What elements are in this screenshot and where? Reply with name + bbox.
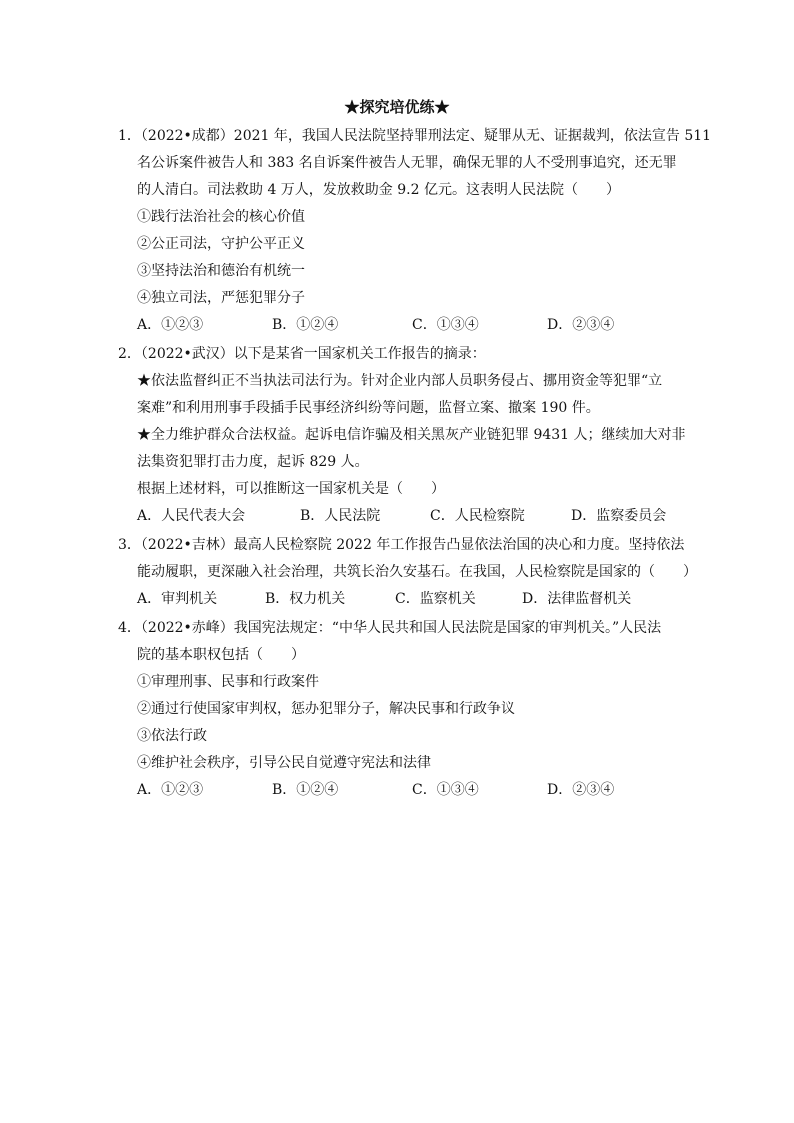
q2-option-a[interactable]: A．人民代表大会 [137,508,246,524]
q4-statement-2: ②通过行使国家审判权，惩办犯罪分子，解决民事和行政争议 [137,701,515,717]
q2-line-6: 根据上述材料，可以推断这一国家机关是（ ） [137,481,445,497]
q1-option-b[interactable]: B．①②④ [272,317,339,333]
q4-line-1: 4．（2022•赤峰）我国宪法规定：“中华人民共和国人民法院是国家的审判机关。”人民法 [118,620,662,636]
q4-statement-3: ③依法行政 [137,728,207,744]
q1-statement-4: ④独立司法，严惩犯罪分子 [137,290,305,306]
q2-line-3: 案难”和利用刑事手段插手民事经济纠纷等问题，监督立案、撤案 190 件。 [137,400,600,416]
q3-line-1: 3．（2022•吉林）最高人民检察院 2022 年工作报告凸显依法治国的决心和力度。坚持依法 [118,537,685,553]
q3-option-b[interactable]: B．权力机关 [265,591,346,607]
q2-line-2: ★依法监督纠正不当执法司法行为。针对企业内部人员职务侵占、挪用资金等犯罪“立 [137,373,663,389]
q4-statement-4: ④维护社会秩序，引导公民自觉遵守宪法和法律 [137,755,431,771]
section-title: ★探究培优练★ [344,98,450,116]
q4-statement-1: ①审理刑事、民事和行政案件 [137,674,319,690]
q3-option-d[interactable]: D．法律监督机关 [522,591,632,607]
q4-option-b[interactable]: B．①②④ [272,782,339,798]
q4-line-2: 院的基本职权包括（ ） [137,647,305,663]
q1-option-a[interactable]: A．①②③ [137,317,204,333]
q1-line-3: 的人清白。司法救助 4 万人，发放救助金 9.2 亿元。这表明人民法院（ ） [137,182,620,198]
q1-statement-3: ③坚持法治和德治有机统一 [137,263,305,279]
q3-line-2: 能动履职，更深融入社会治理，共筑长治久安基石。在我国，人民检察院是国家的（ ） [137,564,697,580]
q3-option-c[interactable]: C．监察机关 [395,591,476,607]
q1-option-d[interactable]: D．②③④ [547,317,615,333]
q4-option-a[interactable]: A．①②③ [137,782,204,798]
q1-statement-2: ②公正司法，守护公平正义 [137,236,305,252]
q1-line-2: 名公诉案件被告人和 383 名自诉案件被告人无罪，确保无罪的人不受刑事追究，还无罪 [137,155,677,171]
q1-option-c[interactable]: C．①③④ [412,317,479,333]
q2-line-5: 法集资犯罪打击力度，起诉 829 人。 [137,454,369,470]
q4-option-c[interactable]: C．①③④ [412,782,479,798]
q1-statement-1: ①践行法治社会的核心价值 [137,209,305,225]
q3-option-a[interactable]: A．审判机关 [137,591,218,607]
q1-line-1: 1．（2022•成都）2021 年，我国人民法院坚持罪刑法定、疑罪从无、证据裁判，依法宣告 511 [118,128,712,144]
q2-line-4: ★全力维护群众合法权益。起诉电信诈骗及相关黑灰产业链犯罪 9431 人；继续加大对非 [137,427,686,443]
q2-option-b[interactable]: B．人民法院 [300,508,381,524]
q2-option-c[interactable]: C．人民检察院 [430,508,525,524]
q2-option-d[interactable]: D．监察委员会 [571,508,667,524]
q2-line-1: 2．（2022•武汉）以下是某省一国家机关工作报告的摘录： [118,346,486,362]
q4-option-d[interactable]: D．②③④ [547,782,615,798]
